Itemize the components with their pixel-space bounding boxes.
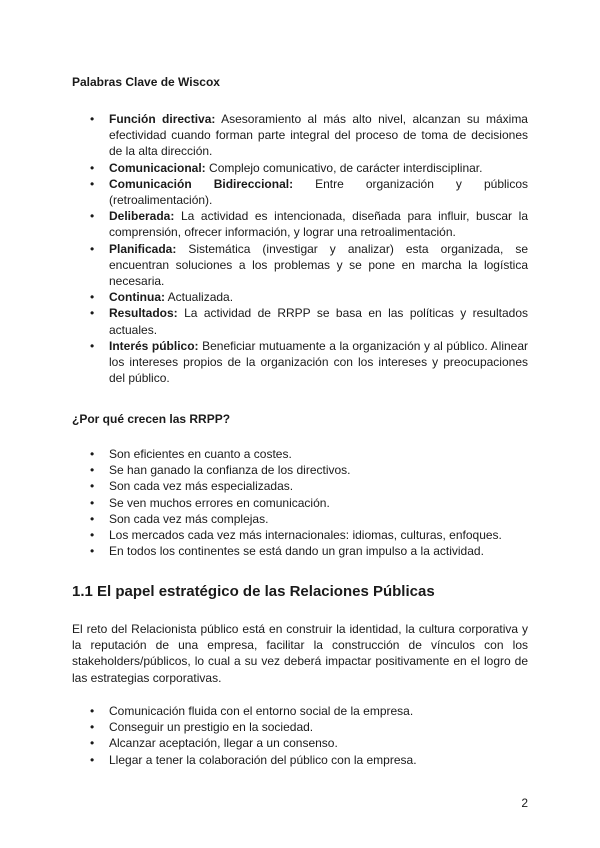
list-item: • Se ven muchos errores en comunicación. [90, 495, 528, 511]
list-item: • Conseguir un prestigio en la sociedad. [90, 719, 528, 735]
list-item: • Son cada vez más complejas. [90, 511, 528, 527]
term: Resultados: [109, 306, 178, 321]
definition: Beneficiar mutuamente a la organización y al público. Alinear los intereses propios de la organización con los intereses y preocupaciones del público. [109, 338, 528, 386]
list-item [90, 289, 528, 305]
definition: Actualizada. [165, 290, 234, 305]
list-item [90, 241, 528, 290]
section-heading-keywords: Palabras Clave de Wiscox [72, 75, 220, 89]
section-heading-growth: ¿Por qué crecen las RRPP? [72, 412, 231, 426]
strategic-goals-list [90, 703, 528, 768]
definition: La actividad de RRPP se basa en las políticas y resultados actuales. [109, 306, 528, 337]
section-title: 1.1 El papel estratégico de las Relaciones Públicas [72, 583, 435, 600]
body-paragraph: El reto del Relacionista público está en construir la identidad, la cultura corporativa y la reputación de una empresa, facilitar la construcción de vínculos con los stakeholders/públicos, lo cual a su vez deberá impactar positivamente en el logro de las estrategias corporativas. [72, 622, 528, 685]
growth-reasons-list [90, 446, 528, 559]
list-item [90, 176, 528, 208]
term: Comunicacional: [109, 160, 206, 175]
list-item [90, 305, 528, 337]
term: Función directiva: [109, 112, 216, 126]
list-item: • Son eficientes en cuanto a costes. [90, 446, 528, 462]
list-item [90, 111, 528, 160]
list-item: • Son cada vez más especializadas. [90, 478, 528, 494]
list-item: • Los mercados cada vez más internacionales: idiomas, culturas, enfoques. [90, 527, 528, 543]
list-item: • Se han ganado la confianza de los directivos. [90, 462, 528, 478]
term: Interés público: [109, 338, 199, 353]
definition: Entre organización y públicos (retroalimentación). [109, 176, 528, 208]
list-item: • Comunicación fluida con el entorno social de la empresa. [90, 703, 528, 719]
keywords-list [90, 111, 528, 386]
term: Planificada: [109, 241, 177, 256]
definition: Sistemática (investigar y analizar) esta organizada, se encuentran soluciones a los problemas y se pone en marcha la logística necesaria. [109, 241, 528, 289]
list-item [90, 338, 528, 387]
list-item: • En todos los continentes se está dando un gran impulso a la actividad. [90, 543, 528, 559]
definition: Asesoramiento al más alto nivel, alcanzan su máxima efectividad cuando forman parte integral del proceso de toma de decisiones de la alta dirección. [109, 112, 528, 159]
list-item: • Llegar a tener la colaboración del público con la empresa. [90, 752, 528, 768]
page-number: 2 [521, 796, 528, 810]
term: Deliberada: [109, 209, 175, 224]
list-item: • Alcanzar aceptación, llegar a un consenso. [90, 735, 528, 751]
list-item [90, 160, 528, 176]
term: Comunicación Bidireccional: [109, 176, 294, 191]
term: Continua: [109, 290, 165, 305]
list-item [90, 208, 528, 240]
definition: La actividad es intencionada, diseñada para influir, buscar la comprensión, ofrecer información, y lograr una retroalimentación. [109, 209, 528, 240]
definition: Complejo comunicativo, de carácter interdisciplinar. [205, 160, 483, 175]
